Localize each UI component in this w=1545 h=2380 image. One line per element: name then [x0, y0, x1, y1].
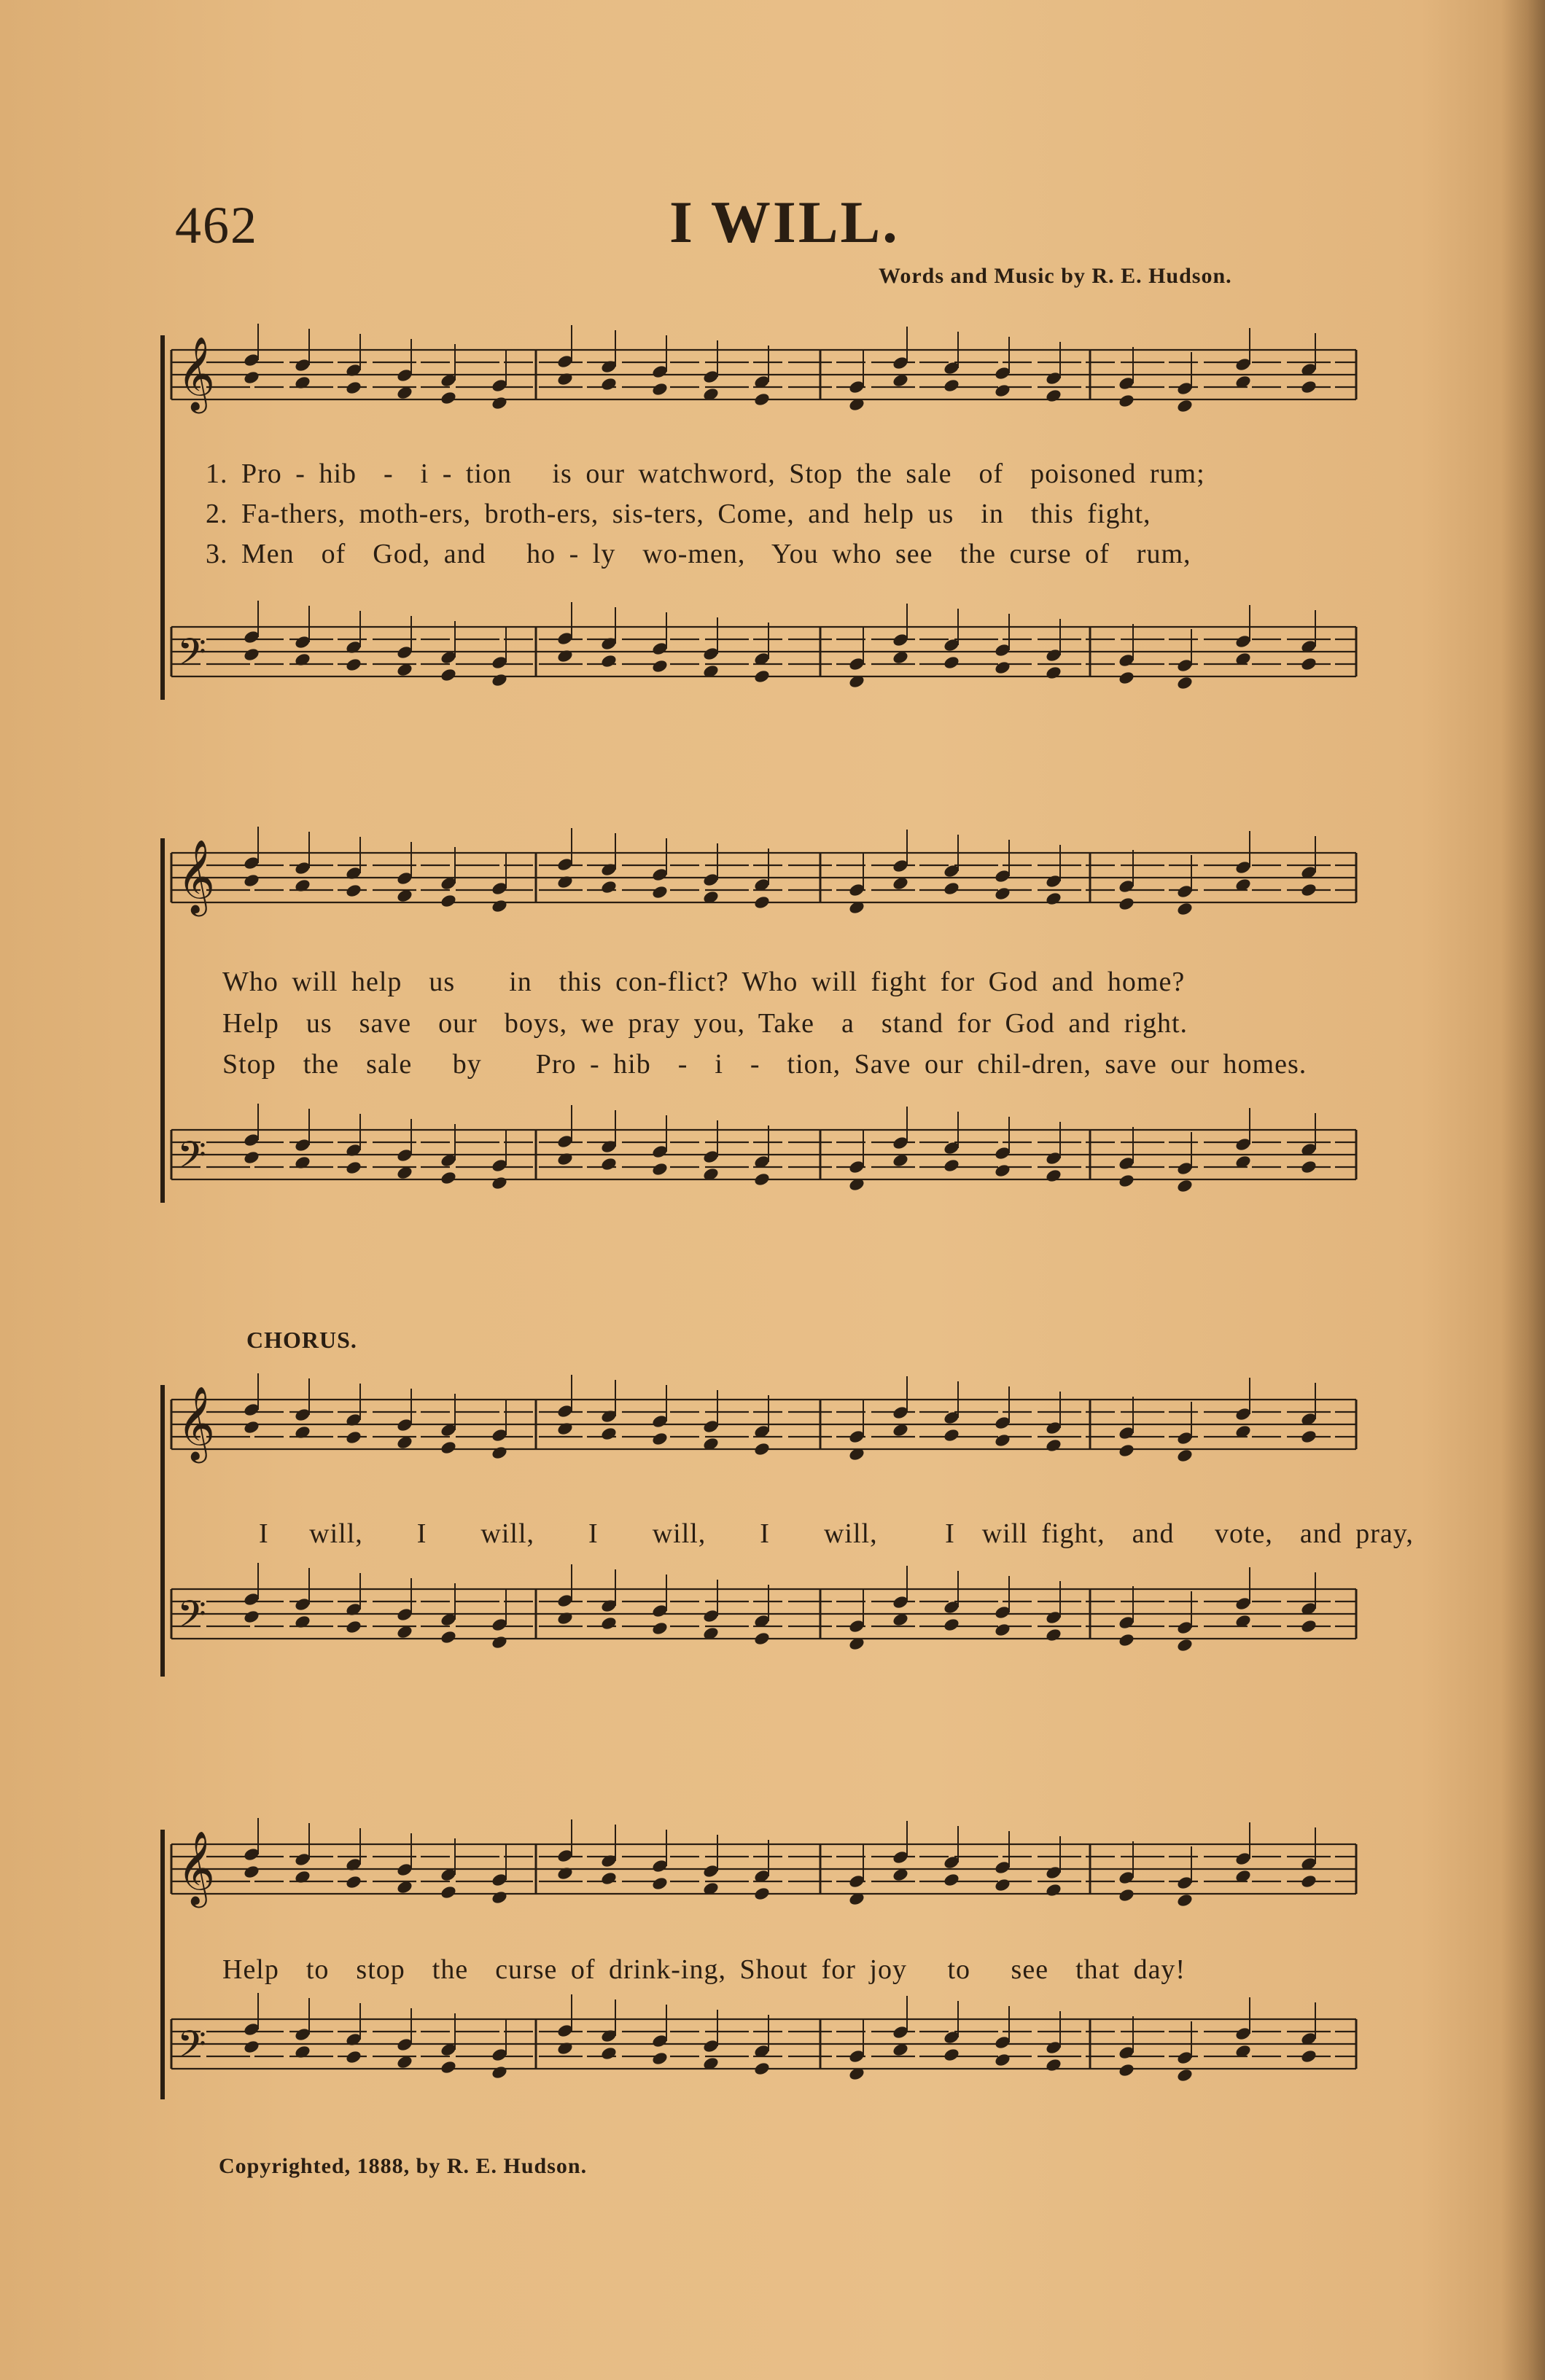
chorus-label: CHORUS. [246, 1327, 357, 1353]
verse-3-line-1: 3. Men of God, and ho - ly wo-men, You who see the curse of rum, [206, 539, 1191, 569]
bass-staff [171, 1104, 1356, 1194]
verse-1-line-1: 1. Pro - hib - i - tion is our watchword, Stop the sale of poisoned rum; [206, 459, 1205, 489]
verse-1-line-2: Who will help us in this con-flict? Who will fight for God and home? [222, 967, 1186, 997]
page-number: 462 [175, 196, 258, 254]
page-edge-shadow [1501, 0, 1545, 2380]
verse-3-line-2: Stop the sale by Pro - hib - i - tion, Save our chil-dren, save our homes. [222, 1049, 1307, 1080]
verse-2-line-2: Help us save our boys, we pray you, Take a stand for God and right. [222, 1008, 1188, 1039]
svg-text:𝄞: 𝄞 [177, 1830, 216, 1905]
bass-staff [171, 1993, 1356, 2083]
treble-staff [171, 1373, 1356, 1464]
svg-text:𝄞: 𝄞 [177, 1385, 216, 1460]
svg-text:𝄞: 𝄞 [177, 335, 216, 410]
chorus-line-1: I will, I will, I will, I will, I will fight, and vote, and pray, [259, 1518, 1414, 1549]
treble-staff [171, 324, 1356, 414]
chorus-line-2: Help to stop the curse of drink-ing, Shout for joy to see that day! [222, 1954, 1186, 1985]
svg-text:𝄢: 𝄢 [177, 1592, 206, 1645]
copyright-notice: Copyrighted, 1888, by R. E. Hudson. [219, 2154, 588, 2178]
verse-2-line-1: 2. Fa-thers, moth-ers, broth-ers, sis-ters, Come, and help us in this fight, [206, 499, 1151, 529]
bass-staff [171, 1563, 1356, 1653]
composer-credit: Words and Music by R. E. Hudson. [879, 264, 1232, 288]
svg-text:𝄢: 𝄢 [177, 630, 206, 683]
page-header [0, 0, 1545, 306]
hymn-title: I WILL. [669, 189, 900, 255]
treble-staff [171, 827, 1356, 917]
treble-staff [171, 1818, 1356, 1908]
svg-text:𝄞: 𝄞 [177, 838, 216, 913]
svg-text:𝄢: 𝄢 [177, 2022, 206, 2075]
svg-text:𝄢: 𝄢 [177, 1133, 206, 1186]
bass-staff [171, 601, 1356, 691]
